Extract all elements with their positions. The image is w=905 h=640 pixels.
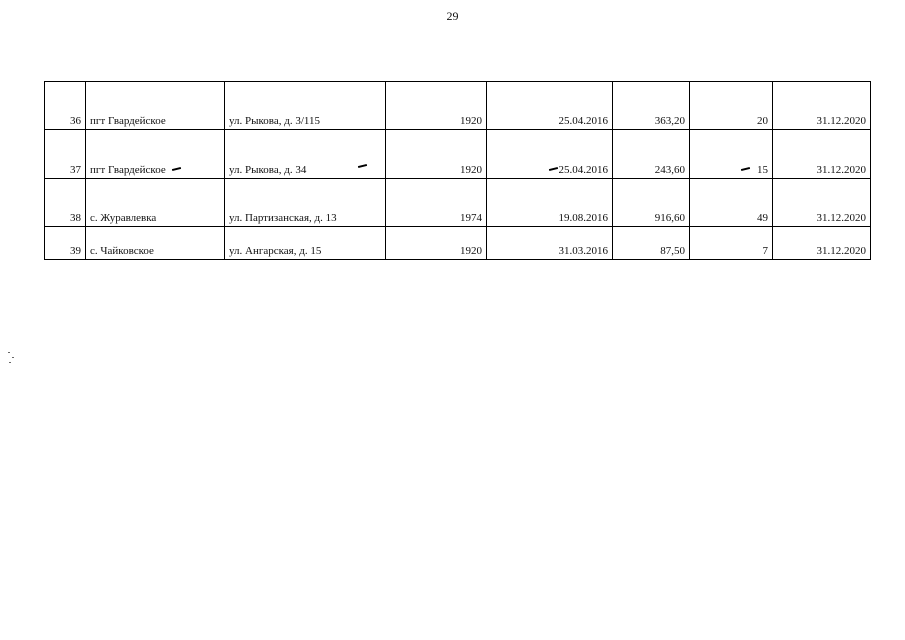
row-number: 36: [45, 82, 86, 130]
scan-speck: [9, 362, 11, 363]
date-cell: 19.08.2016: [487, 179, 613, 227]
date-cell: 31.03.2016: [487, 227, 613, 260]
year-cell: 1920: [386, 227, 487, 260]
deadline-cell: 31.12.2020: [773, 82, 871, 130]
year-cell: 1920: [386, 82, 487, 130]
address-cell: ул. Рыкова, д. 34: [225, 130, 386, 179]
scan-speck: [12, 357, 14, 358]
count-cell: 49: [690, 179, 773, 227]
count-cell: 20: [690, 82, 773, 130]
page-number: 29: [446, 9, 459, 23]
address-cell: ул. Ангарская, д. 15: [225, 227, 386, 260]
locality-cell: пгт Гвардейское: [86, 130, 225, 179]
table-row: [45, 179, 871, 227]
scan-speck: [8, 352, 10, 353]
count-cell: 15: [690, 130, 773, 179]
year-cell: 1920: [386, 130, 487, 179]
area-cell: 916,60: [613, 179, 690, 227]
locality-cell: пгт Гвардейское: [86, 82, 225, 130]
area-cell: 363,20: [613, 82, 690, 130]
date-cell: 25.04.2016: [487, 82, 613, 130]
table-row: [45, 82, 871, 130]
row-number: 38: [45, 179, 86, 227]
area-cell: 87,50: [613, 227, 690, 260]
date-cell: 25.04.2016: [487, 130, 613, 179]
deadline-cell: 31.12.2020: [773, 179, 871, 227]
area-cell: 243,60: [613, 130, 690, 179]
table-row: [45, 130, 871, 179]
deadline-cell: 31.12.2020: [773, 227, 871, 260]
deadline-cell: 31.12.2020: [773, 130, 871, 179]
row-number: 37: [45, 130, 86, 179]
housing-registry-table: [44, 81, 871, 260]
count-cell: 7: [690, 227, 773, 260]
locality-cell: с. Чайковское: [86, 227, 225, 260]
locality-cell: с. Журавлевка: [86, 179, 225, 227]
address-cell: ул. Партизанская, д. 13: [225, 179, 386, 227]
table-row: [45, 227, 871, 260]
row-number: 39: [45, 227, 86, 260]
address-cell: ул. Рыкова, д. 3/115: [225, 82, 386, 130]
year-cell: 1974: [386, 179, 487, 227]
